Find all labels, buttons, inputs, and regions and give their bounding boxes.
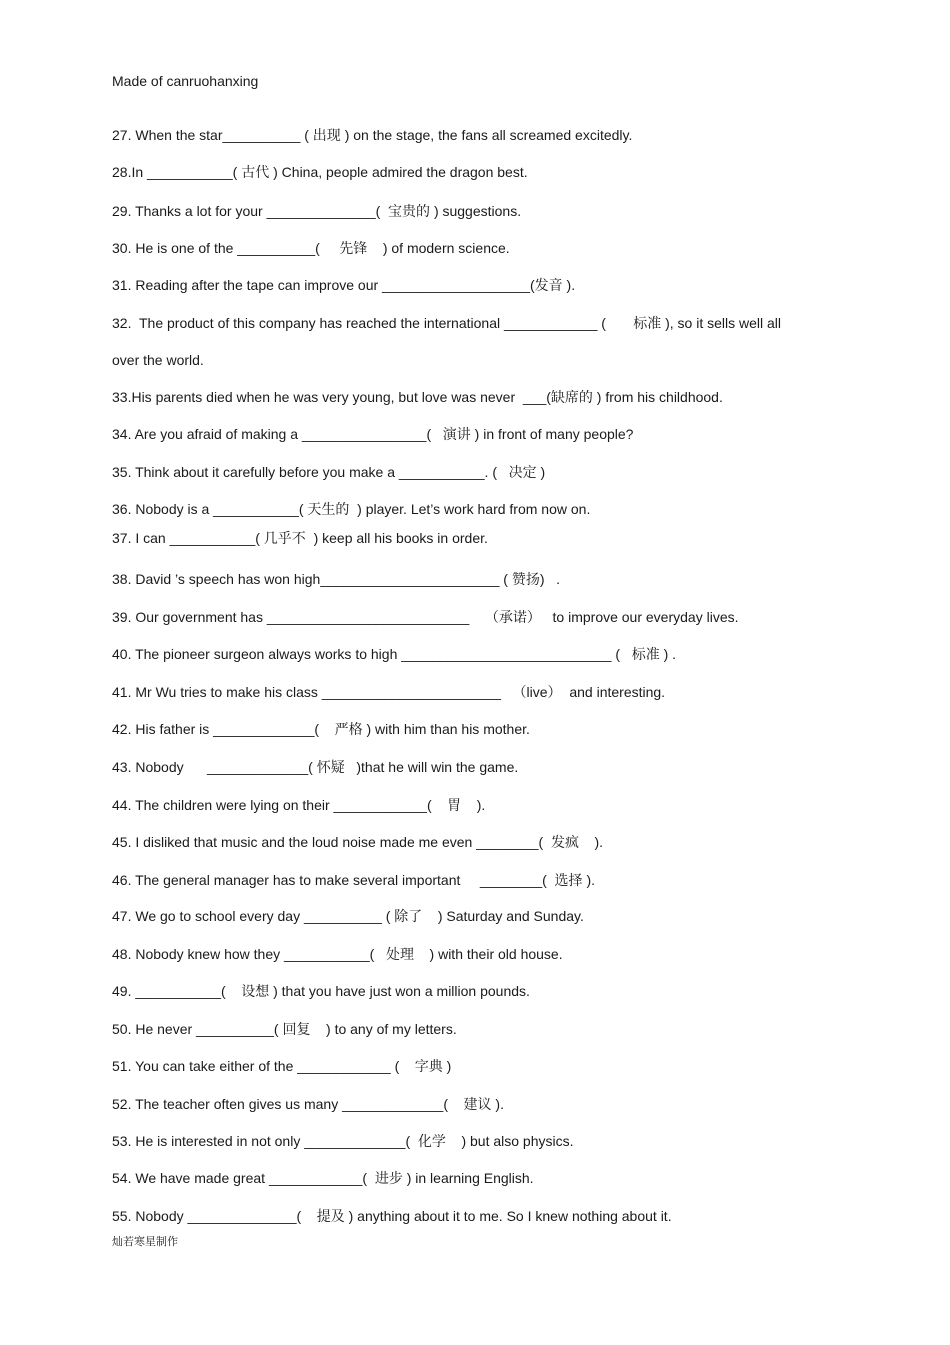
question-32-line-1: 32. The product of this company has reached the international ____________ ( 标准 ), so it sells well all (112, 315, 782, 331)
question-41: 41. Mr Wu tries to make his class _______________________ （live） and interesting. (112, 684, 666, 700)
question-38: 38. David ’s speech has won high_______________________ ( 赞扬) . (112, 571, 561, 587)
question-54: 54. We have made great ____________( 进步 ) in learning English. (112, 1170, 534, 1186)
question-27: 27. When the star__________ ( 出现 ) on the stage, the fans all screamed excitedly. (112, 127, 633, 143)
question-39: 39. Our government has __________________________ （承诺） to improve our everyday lives. (112, 609, 739, 625)
question-31: 31. Reading after the tape can improve our ___________________(发音 ). (112, 277, 576, 293)
question-29: 29. Thanks a lot for your ______________( 宝贵的 ) suggestions. (112, 203, 522, 219)
question-33: 33.His parents died when he was very young, but love was never ___(缺席的 ) from his childhood. (112, 389, 723, 405)
question-53: 53. He is interested in not only _____________( 化学 ) but also physics. (112, 1133, 574, 1149)
question-55: 55. Nobody ______________( 提及 ) anything about it to me. So I knew nothing about it. (112, 1208, 672, 1224)
question-32-line-2: over the world. (112, 352, 204, 368)
question-35: 35. Think about it carefully before you make a ___________. ( 决定 ) (112, 464, 546, 480)
question-49: 49. ___________( 设想 ) that you have just won a million pounds. (112, 983, 530, 999)
question-48: 48. Nobody knew how they ___________( 处理 ) with their old house. (112, 946, 563, 962)
question-50: 50. He never __________( 回复 ) to any of my letters. (112, 1021, 457, 1037)
question-43: 43. Nobody _____________( 怀疑 )that he will win the game. (112, 759, 519, 775)
question-45: 45. I disliked that music and the loud noise made me even ________( 发疯 ). (112, 834, 604, 850)
question-47: 47. We go to school every day __________ ( 除了 ) Saturday and Sunday. (112, 908, 584, 924)
question-42: 42. His father is _____________( 严格 ) with him than his mother. (112, 721, 530, 737)
question-36: 36. Nobody is a ___________( 天生的 ) player. Let’s work hard from now on. (112, 501, 591, 517)
question-40: 40. The pioneer surgeon always works to high ___________________________ ( 标准 ) . (112, 646, 677, 662)
question-51: 51. You can take either of the ____________ ( 字典 ) (112, 1058, 452, 1074)
question-34: 34. Are you afraid of making a ________________( 演讲 ) in front of many people? (112, 426, 634, 442)
question-37: 37. I can ___________( 几乎不 ) keep all his books in order. (112, 530, 488, 546)
question-46: 46. The general manager has to make several important ________( 选择 ). (112, 872, 595, 888)
page-footer: 灿若寒星制作 (112, 1235, 178, 1248)
question-44: 44. The children were lying on their ____________( 胃 ). (112, 797, 486, 813)
question-52: 52. The teacher often gives us many _____________( 建议 ). (112, 1096, 504, 1112)
page-header: Made of canruohanxing (112, 73, 259, 89)
question-30: 30. He is one of the __________( 先锋 ) of modern science. (112, 240, 510, 256)
question-28: 28.In ___________( 古代 ) China, people admired the dragon best. (112, 164, 528, 180)
